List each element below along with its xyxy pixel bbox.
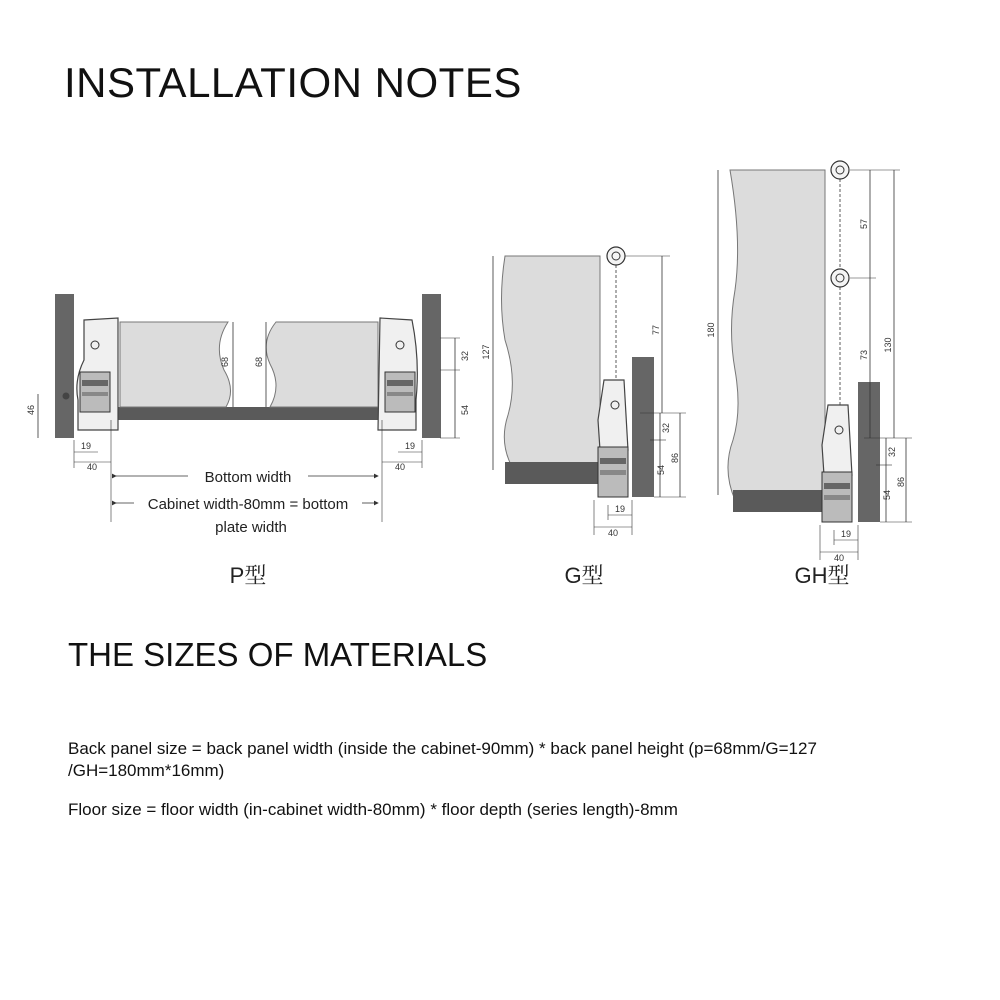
plate-width-label: plate width: [215, 519, 287, 536]
dim-label: 32: [460, 350, 470, 362]
dim-label: 68: [254, 356, 264, 368]
dim-label: 19: [840, 529, 852, 539]
gh-type-diagram: [706, 161, 912, 588]
cabinet-width-label: Cabinet width-80mm = bottom: [147, 496, 349, 513]
dim-label: 127: [481, 344, 491, 360]
dim-label: 57: [859, 218, 869, 230]
dim-label: 19: [404, 441, 416, 451]
back-panel-size-text: [68, 738, 968, 782]
back-panel-line-2: /GH=180mm*16mm): [68, 761, 225, 780]
g-type-caption: G型: [564, 563, 604, 588]
p-type-diagram: [26, 294, 470, 588]
dim-label: 180: [706, 322, 716, 338]
dim-label: 46: [26, 404, 36, 416]
left-cabinet-wall: [55, 294, 74, 438]
dim-label: 73: [859, 349, 869, 361]
gh-top-pin: [831, 161, 849, 179]
dim-label: 68: [220, 356, 230, 368]
g-floor: [505, 462, 600, 484]
bottom-plate: [110, 407, 386, 420]
right-back-panel: [266, 322, 378, 407]
dim-label: 86: [896, 476, 906, 488]
gh-cabinet-wall: [858, 382, 880, 522]
g-back-panel: [502, 256, 601, 472]
p-type-caption: P型: [229, 563, 267, 588]
right-cabinet-wall: [422, 294, 441, 438]
dim-label: 19: [614, 504, 626, 514]
dim-label: 40: [607, 528, 619, 538]
gh-floor: [733, 490, 825, 512]
dim-label: 40: [86, 462, 98, 472]
dim-label: 86: [670, 452, 680, 464]
dim-label: 130: [883, 337, 893, 353]
floor-size-text: Floor size = floor width (in-cabinet width-80mm) * floor depth (series length)-8mm: [68, 800, 678, 819]
materials-title: THE SIZES OF MATERIALS: [68, 636, 488, 673]
gh-middle-pin: [831, 269, 849, 287]
gh-back-panel: [728, 170, 825, 500]
g-bracket: [598, 380, 628, 450]
dim-label: 77: [651, 324, 661, 336]
g-type-diagram: [481, 247, 686, 588]
dim-label: 54: [656, 464, 666, 476]
back-panel-line-1: Back panel size = back panel width (inside the cabinet-90mm) * back panel height (p=68mm/G=127: [68, 739, 817, 758]
g-top-pin: [607, 247, 625, 265]
dim-label: 32: [887, 446, 897, 458]
dim-label: 40: [833, 553, 845, 563]
gh-type-caption: GH型: [794, 563, 850, 588]
bottom-width-label: Bottom width: [204, 469, 292, 486]
gh-bracket: [822, 405, 852, 475]
dim-label: 54: [882, 489, 892, 501]
dim-label: 32: [661, 422, 671, 434]
left-back-panel: [120, 322, 231, 407]
dim-label: 40: [394, 462, 406, 472]
page-title: INSTALLATION NOTES: [64, 59, 522, 106]
dim-label: 19: [80, 441, 92, 451]
g-cabinet-wall: [632, 357, 654, 497]
dim-label: 54: [460, 404, 470, 416]
